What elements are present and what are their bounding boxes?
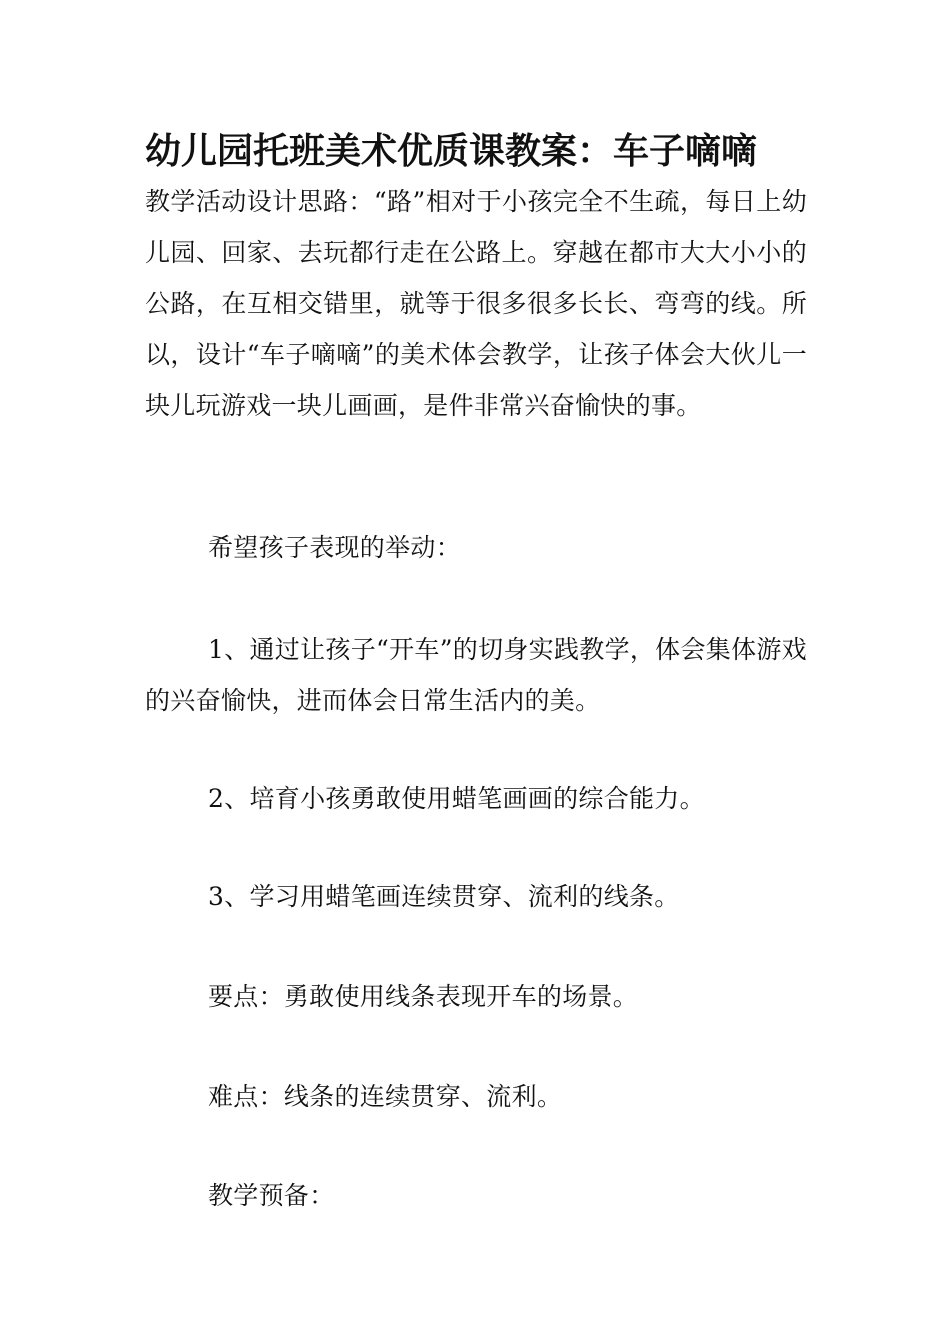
goal-item-3: 3、学习用蜡笔画连续贯穿、流利的线条。 — [208, 882, 680, 911]
document-title: 幼儿园托班美术优质课教案：车子嘀嘀 — [145, 131, 758, 172]
goals-heading: 希望孩子表现的举动： — [208, 533, 462, 562]
key-point: 要点：勇敢使用线条表现开车的场景。 — [208, 982, 639, 1011]
goal-item-1: 1、通过让孩子“开车”的切身实践教学，体会集体游戏的兴奋愉快，进而体会日常生活内的美。 — [145, 635, 807, 715]
difficulty-point: 难点：线条的连续贯穿、流利。 — [208, 1082, 563, 1111]
preparation-heading: 教学预备： — [208, 1181, 335, 1210]
goal-item-2: 2、培育小孩勇敢使用蜡笔画画的综合能力。 — [208, 784, 705, 813]
intro-paragraph: 教学活动设计思路：“路”相对于小孩完全不生疏，每日上幼儿园、回家、去玩都行走在公路上。穿越在都市大大小小的公路，在互相交错里，就等于很多很多长长、弯弯的线。所以，设计“车子嘀嘀”的美术体会教学，让孩子体会大伙儿一块儿玩游戏一块儿画画，是件非常兴奋愉快的事。 — [145, 187, 807, 420]
